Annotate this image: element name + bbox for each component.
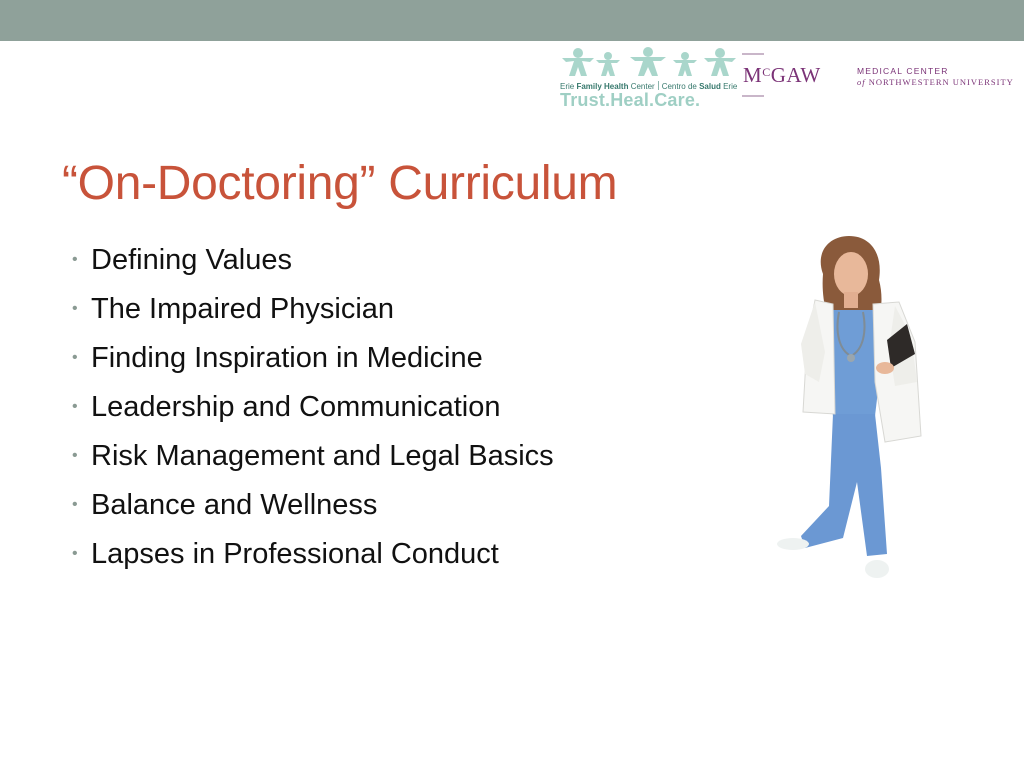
logo-divider-top	[742, 53, 764, 55]
bullet-icon: •	[72, 447, 78, 464]
header-logos	[560, 46, 1020, 116]
medical-center-name: MEDICAL CENTER of NORTHWESTERN UNIVERSITY	[857, 66, 1014, 87]
bullet-icon: •	[72, 496, 78, 513]
logo-divider-bottom	[742, 95, 764, 97]
bullet-icon: •	[72, 545, 78, 562]
erie-tagline: Trust.Heal.Care.	[560, 90, 701, 110]
erie-family-figures-icon	[560, 46, 745, 80]
bullet-icon: •	[72, 300, 78, 317]
bullet-icon: •	[72, 349, 78, 366]
bullet-icon: •	[72, 398, 78, 415]
bullet-icon: •	[72, 251, 78, 268]
top-accent-bar	[0, 0, 1024, 41]
doctor-figure-icon	[775, 232, 930, 584]
mcgaw-wordmark: $M^CGAW$	[743, 63, 821, 87]
erie-center-names: Erie Family Health Center Centro de Salud Erie	[560, 82, 738, 91]
slide-title: “On-Doctoring” Curriculum	[62, 157, 618, 210]
